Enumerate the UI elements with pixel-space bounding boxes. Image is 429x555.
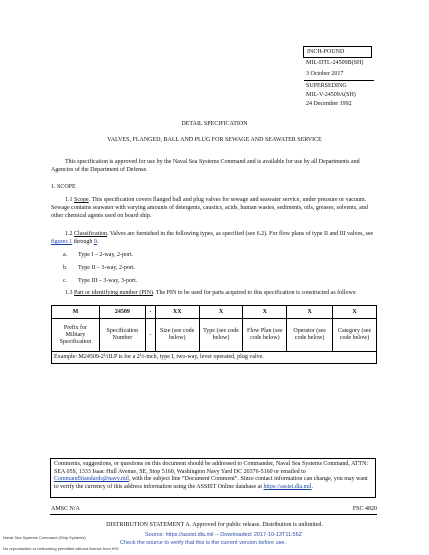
comments-text: Comments, suggestions, or questions on this document should be addressed to Commander, Naval Sea Systems Command, ATTN: SEA 05S, 1333 Isaac Hull Avenue, SE, Stop 5160, Washington Navy Yard DC 20376-5160 or emailed to <box>54 461 369 475</box>
spec-type-title: DETAIL SPECIFICATION <box>181 121 248 127</box>
example-cell: Example: M24509-2½ILP is for a 2½-inch, type I, two-way, lever operated, plug valve. <box>52 352 377 364</box>
table-cell: XX <box>155 306 199 319</box>
comments-text: . <box>311 483 314 490</box>
para-label: Part or identifying number (PIN) <box>74 290 153 296</box>
list-text: Type III – 3-way, 3-port. <box>78 278 138 284</box>
para-number: 1.2 <box>65 231 73 237</box>
para-text: . Valves are furnished in the following types, as specified (see 6.2). For flow plans of type II and III valves, see <box>107 231 374 237</box>
list-marker: b. <box>63 265 68 271</box>
table-cell: - <box>145 306 155 319</box>
table-row <box>52 306 377 319</box>
assist-link[interactable]: https://assist.dla.mil <box>263 483 312 490</box>
type-list-item <box>63 277 137 285</box>
doc-date: 3 October 2017 <box>306 71 344 77</box>
figure-9-link[interactable]: 9 <box>93 239 97 245</box>
footer-publisher: Naval Sea Systems Command (Ship Systems) <box>3 535 86 540</box>
table-cell: Operator (see code below) <box>287 319 333 352</box>
list-marker: c. <box>63 278 68 284</box>
para-label: Scope <box>74 197 89 203</box>
para-number: 1.1 <box>65 197 73 203</box>
footer-check: Check the source to verify that this is the current version before use. <box>120 540 286 546</box>
type-list-item <box>63 251 133 259</box>
email-link[interactable]: CommandStandards@navy.mil <box>54 476 129 483</box>
para-number: 1.3 <box>65 290 73 296</box>
figures-link[interactable]: figures 1 <box>51 239 73 245</box>
type-list-item <box>63 264 135 272</box>
para-text: through <box>72 239 94 245</box>
table-cell: X <box>333 306 377 319</box>
superseded-id: MIL-V-24509A(SH) <box>306 92 356 98</box>
table-cell: - <box>145 319 155 352</box>
table-cell: Specification Number <box>99 319 145 352</box>
classification-paragraph <box>51 230 377 246</box>
superseding-label: SUPERSEDING <box>306 83 347 89</box>
approval-statement: This specification is approved for use by the Naval Sea Systems Command and is available for use by all Departments and Agencies of the Department of Defense. <box>51 159 360 173</box>
comments-box <box>50 458 376 498</box>
para-label: Classification <box>74 231 107 237</box>
inch-pound-box <box>303 46 372 58</box>
distribution-statement: DISTRIBUTION STATEMENT A. Approved for public release. Distribution is unlimited. <box>106 522 323 528</box>
table-cell: Category (see code below) <box>333 319 377 352</box>
footer-license: No reproduction or networking permitted without license from IHS <box>3 546 119 551</box>
table-cell: Flow Plan (see code below) <box>243 319 287 352</box>
scope-paragraph <box>51 196 377 220</box>
inch-pound-label: INCH-POUND <box>307 49 345 55</box>
footer-source: Source: https://assist.dla.mil -- Downloaded: 2017-10-13T11:56Z <box>145 532 303 538</box>
table-cell: Prefix for Military Specification <box>52 319 100 352</box>
table-cell: X <box>199 306 243 319</box>
table-row <box>52 319 377 352</box>
table-cell: M <box>52 306 100 319</box>
para-text: . The PIN to be used for parts acquired to this specification is constructed as follows: <box>152 290 357 296</box>
table-row <box>52 352 377 364</box>
scope-heading: 1. SCOPE <box>51 184 76 190</box>
header-rule <box>304 80 374 81</box>
table-cell: 24509 <box>99 306 145 319</box>
list-text: Type II – 3-way, 2-port. <box>78 265 136 271</box>
para-text: . This specification covers flanged ball and plug valves for sewage and seawater service, under pressure or vacuum. Sewage contains seawater with varying amounts of detergents, caustics, acids, human wastes, sediments, oils, greases, solvents, and other chemical agents used on board ship. <box>51 197 368 219</box>
list-marker: a. <box>63 252 68 258</box>
list-text: Type I – 2-way, 2-port. <box>78 252 134 258</box>
para-text: . <box>96 239 99 245</box>
document-title: VALVES, FLANGED, BALL AND PLUG FOR SEWAGE AND SEAWATER SERVICE <box>107 137 322 143</box>
table-cell: X <box>287 306 333 319</box>
doc-id: MIL-DTL-24509B(SH) <box>306 60 364 66</box>
table-cell: X <box>243 306 287 319</box>
footer-rule <box>50 514 377 515</box>
pin-table <box>51 305 377 364</box>
superseded-date: 24 December 1992 <box>306 101 352 107</box>
comments-text: , with the subject line “Document Comment”. Since contact information can change, you may want to verify the currency of this address information using the ASSIST Online database at <box>54 476 368 490</box>
pin-paragraph <box>51 289 377 297</box>
table-cell: Size (see code below) <box>155 319 199 352</box>
table-cell: Type (see code below) <box>199 319 243 352</box>
amsc-label: AMSC N/A <box>51 506 80 512</box>
fsc-label: FSC 4820 <box>352 506 377 512</box>
